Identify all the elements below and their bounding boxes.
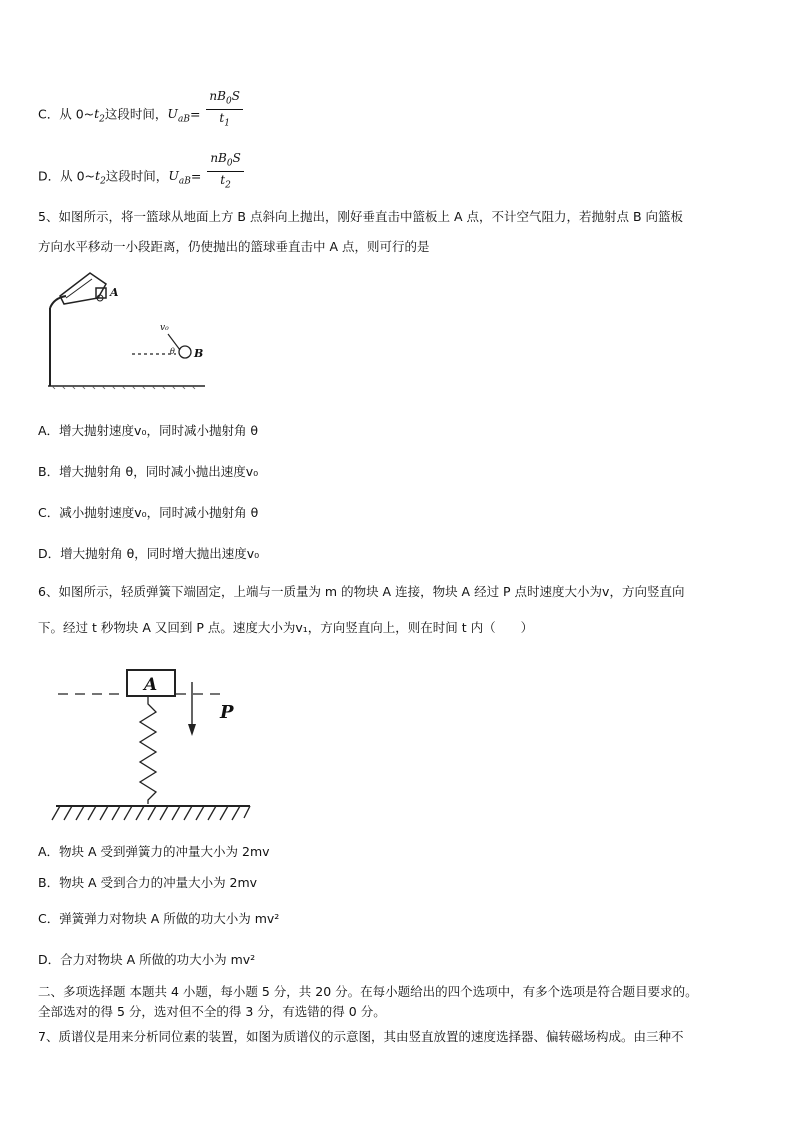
- q6-label-A: A: [144, 675, 158, 695]
- q5-label-B: B: [194, 347, 204, 360]
- q5-option-d: D．增大抛射角 θ，同时增大抛出速度v₀: [38, 546, 260, 561]
- q6-option-c: C．弹簧弹力对物块 A 所做的功大小为 mv²: [38, 911, 280, 926]
- section2-line2: 全部选对的得 5 分，选对但不全的得 3 分，有选错的得 0 分。: [38, 1004, 386, 1019]
- q6-stem-line1: 6、如图所示，轻质弹簧下端固定，上端与一质量为 m 的物块 A 连接，物块 A 经过 P 点时速度大小为v，方向竖直向: [38, 584, 685, 599]
- q5-label-v0: v₀: [160, 323, 169, 333]
- q5-stem-line2: 方向水平移动一小段距离，仍使抛出的篮球垂直击中 A 点，则可行的是: [38, 239, 430, 254]
- q5-label-theta: θ: [170, 347, 175, 356]
- q6-option-b: B．物块 A 受到合力的冲量大小为 2mv: [38, 875, 258, 890]
- q5-label-A: A: [110, 286, 119, 299]
- q5-stem-line1: 5、如图所示，将一篮球从地面上方 B 点斜向上抛出，刚好垂直击中篮板上 A 点，不计空气阻力，若抛射点 B 向篮板: [38, 209, 683, 224]
- q6-spring-figure: [50, 660, 260, 830]
- q6-label-P: P: [220, 702, 234, 723]
- q4-option-c: C．从 $0\sim t_2$这段时间，$U_{aB}=$ $\frac{nB_0S}{t_1}$: [38, 98, 243, 132]
- q5-option-b: B．增大抛射角 θ，同时减小抛出速度v₀: [38, 464, 259, 479]
- q4-c-fraction: $\frac{nB_0S}{t_1}$: [206, 88, 243, 132]
- q6-stem-line2: 下。经过 t 秒物块 A 又回到 P 点。速度大小为v₁，方向竖直向上，则在时间 t 内（ ）: [38, 620, 534, 635]
- q7-stem-line1: 7、质谱仪是用来分析同位素的装置，如图为质谱仪的示意图，其由竖直放置的速度选择器、偏转磁场构成。由三种不: [38, 1029, 684, 1044]
- q4-option-d: D．从 $0\sim t_2$这段时间，$U_{aB}=$ $\frac{nB_0S}{t_2}$: [38, 160, 244, 194]
- q6-option-a: A．物块 A 受到弹簧力的冲量大小为 2mv: [38, 844, 270, 859]
- q5-basketball-figure: [40, 268, 210, 393]
- section2-heading: 二、多项选择题 本题共 4 小题，每小题 5 分，共 20 分。在每小题给出的四个选项中，有多个选项是符合题目要求的。: [38, 984, 698, 999]
- q5-option-a: A．增大抛射速度v₀，同时减小抛射角 θ: [38, 423, 259, 438]
- q5-option-c: C．减小抛射速度v₀，同时减小抛射角 θ: [38, 505, 259, 520]
- q4-d-fraction: $\frac{nB_0S}{t_2}$: [207, 150, 244, 194]
- q6-option-d: D．合力对物块 A 所做的功大小为 mv²: [38, 952, 256, 967]
